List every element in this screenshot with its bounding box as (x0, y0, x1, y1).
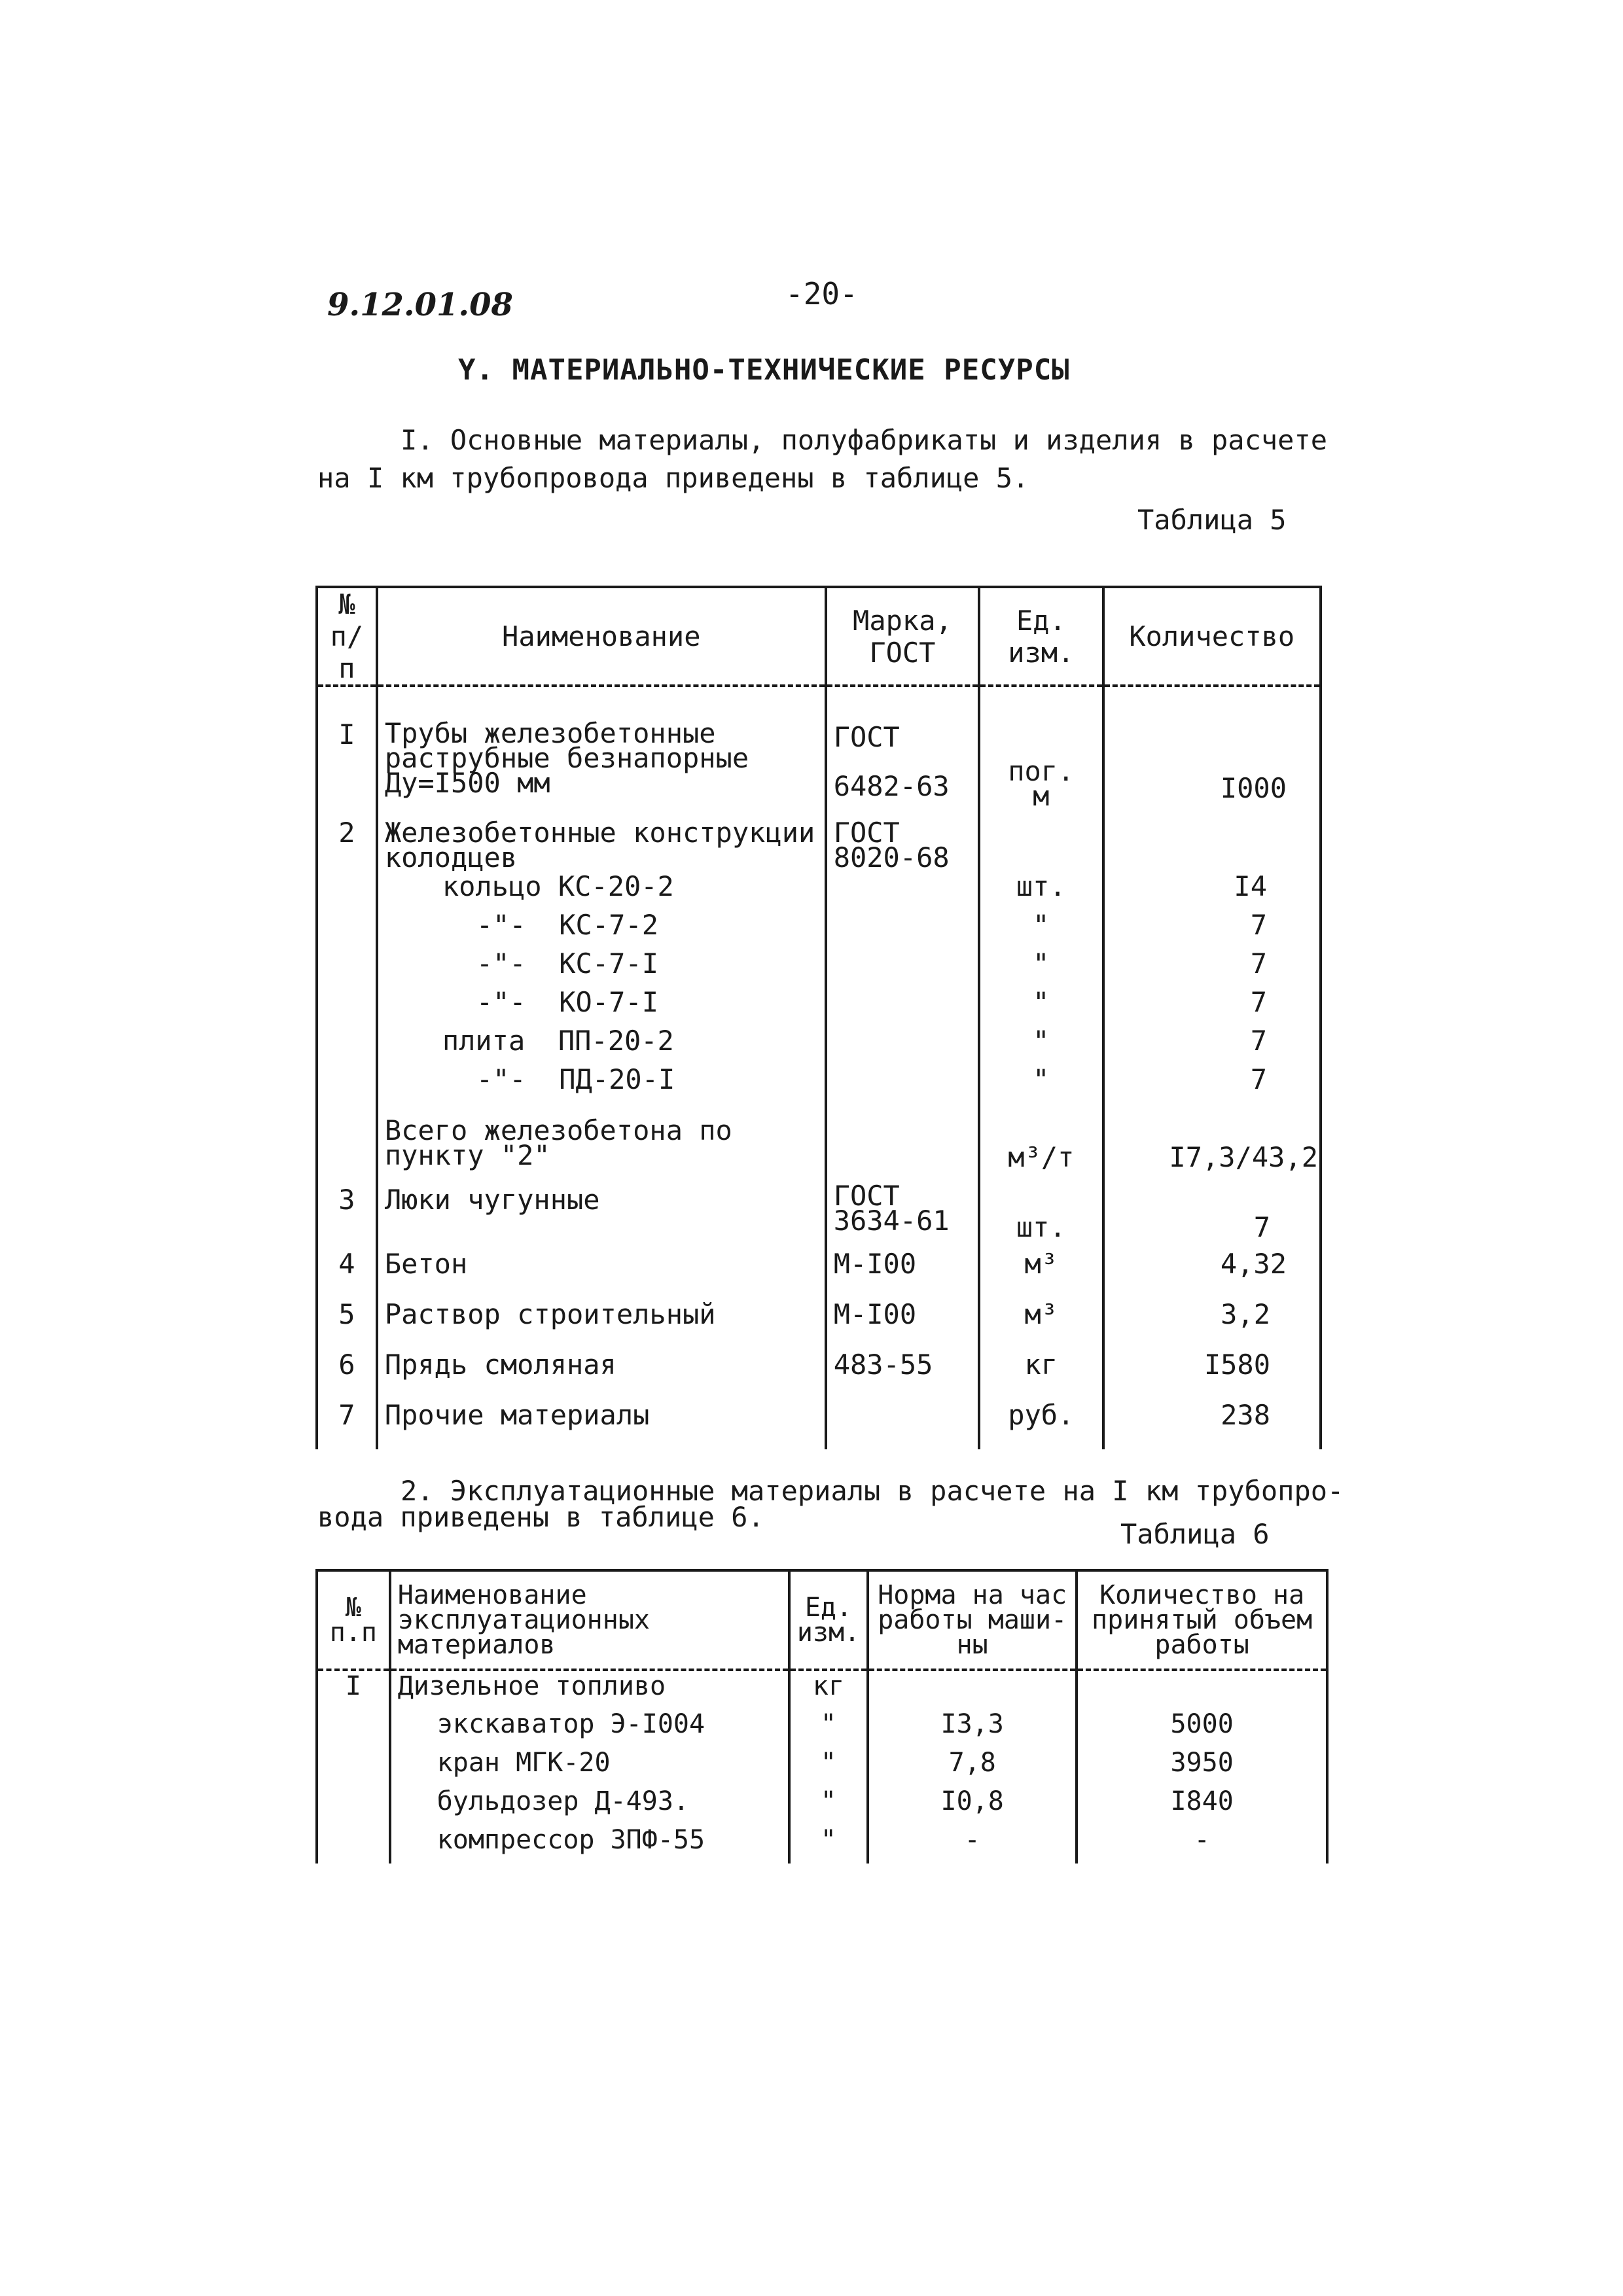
row-brand (826, 1399, 979, 1449)
section-title: Y. МАТЕРИАЛЬНО-ТЕХНИЧЕСКИЕ РЕСУРСЫ (458, 353, 1070, 387)
table-row (317, 1184, 1321, 1248)
row-brand-line: 6482-63 (833, 770, 950, 802)
row-num: 4 (317, 1248, 377, 1298)
table-5 (315, 586, 1322, 1449)
table-row (317, 1670, 1327, 1709)
table-row (317, 1063, 1321, 1102)
row-brand (826, 1102, 979, 1184)
row-num: I (317, 686, 377, 809)
row-num: I (317, 1670, 390, 1709)
paragraph-1-line-1: I. Основные материалы, полуфабрикаты и изделия в расчете (401, 424, 1328, 456)
row-num: 2 (317, 809, 377, 870)
row-qty: 7 (1103, 909, 1321, 947)
header-num: № п/п (317, 587, 377, 686)
header-name-line: Наименование (397, 1580, 587, 1610)
table-row (317, 1248, 1321, 1298)
row-brand: М-I00 (826, 1298, 979, 1349)
row-qty: 3,2 (1103, 1298, 1321, 1349)
row-name-line: Железобетонные конструкции (384, 817, 815, 849)
row-brand-line: 3634-61 (833, 1205, 950, 1237)
row-name: компрессор ЗПФ-55 (390, 1825, 789, 1863)
row-name (377, 686, 826, 809)
row-num (317, 1825, 390, 1863)
row-brand-line: ГОСТ (833, 1180, 900, 1212)
row-qty: I580 (1103, 1349, 1321, 1399)
row-brand (826, 986, 979, 1025)
table-row (317, 1102, 1321, 1184)
header-norm-line: ны (956, 1630, 988, 1660)
row-qty (1103, 809, 1321, 870)
row-unit: " (979, 986, 1103, 1025)
row-num (317, 1709, 390, 1748)
table-row (317, 1349, 1321, 1399)
row-num (317, 947, 377, 986)
row-num (317, 1786, 390, 1825)
row-qty: 7 (1103, 1025, 1321, 1063)
row-qty: 5000 (1077, 1709, 1327, 1748)
row-name (377, 809, 826, 874)
row-unit: руб. (979, 1399, 1103, 1449)
header-unit: Ед. изм. (789, 1570, 868, 1670)
table-row (317, 909, 1321, 947)
row-qty: 7 (1103, 1184, 1321, 1248)
header-unit: Ед. изм. (979, 587, 1103, 686)
row-name: Люки чугунные (377, 1184, 826, 1248)
row-brand: М-I00 (826, 1248, 979, 1298)
row-unit: " (789, 1709, 868, 1748)
table-row (317, 1298, 1321, 1349)
row-unit (979, 686, 1103, 812)
row-num: 3 (317, 1184, 377, 1248)
row-name (377, 1102, 826, 1184)
row-qty: 3950 (1077, 1748, 1327, 1786)
table-row (317, 947, 1321, 986)
header-name-line: материалов (397, 1630, 556, 1660)
row-name: кран МГК-20 (390, 1748, 789, 1786)
header-name (390, 1570, 789, 1670)
document-code: 9.12.01.08 (327, 287, 513, 323)
row-brand-line: ГОСТ (833, 721, 900, 753)
row-name: кольцо КС-20-2 (377, 870, 826, 909)
row-unit: шт. (979, 870, 1103, 909)
row-unit: " (979, 947, 1103, 986)
row-qty: - (1077, 1825, 1327, 1863)
row-name-line: пункту "2" (384, 1139, 550, 1171)
table-row (317, 1399, 1321, 1449)
row-unit: кг (789, 1670, 868, 1709)
row-name-line: Ду=I500 мм (384, 767, 550, 799)
row-num (317, 1025, 377, 1063)
header-name-line: эксплуатационных (397, 1605, 650, 1635)
row-brand (826, 870, 979, 909)
row-brand (826, 809, 979, 874)
header-qty-line: Количество на (1099, 1580, 1305, 1610)
row-qty: 7 (1103, 986, 1321, 1025)
table-6 (315, 1569, 1329, 1863)
row-name: экскаватор Э-I004 (390, 1709, 789, 1748)
row-unit: " (789, 1825, 868, 1863)
row-qty: 7 (1103, 1063, 1321, 1102)
row-qty: 4,32 (1103, 1248, 1321, 1298)
table-6-caption: Таблица 6 (1120, 1518, 1270, 1550)
table-row (317, 1786, 1327, 1825)
row-brand (826, 1063, 979, 1102)
row-qty (1077, 1670, 1327, 1709)
row-brand: 483-55 (826, 1349, 979, 1399)
paragraph-2-line-2: вода приведены в таблице 6. (317, 1501, 764, 1533)
header-name: Наименование (377, 587, 826, 686)
row-name-line: колодцев (384, 841, 518, 874)
row-brand (826, 947, 979, 986)
row-name: Раствор строительный (377, 1298, 826, 1349)
row-name-line: раструбные безнапорные (384, 742, 749, 774)
row-qty: I840 (1077, 1786, 1327, 1825)
row-brand (826, 909, 979, 947)
row-name: -"- КС-7-I (377, 947, 826, 986)
row-num (317, 1748, 390, 1786)
row-qty: I4 (1103, 870, 1321, 909)
row-unit: " (979, 1063, 1103, 1102)
page-number: -20- (785, 276, 858, 311)
row-unit: " (979, 909, 1103, 947)
row-brand-line: 8020-68 (833, 841, 950, 874)
row-brand (826, 1180, 979, 1248)
row-unit: м³ (979, 1248, 1103, 1298)
row-unit-line: пог. (1008, 755, 1075, 787)
header-qty (1077, 1570, 1327, 1670)
row-norm: I0,8 (868, 1786, 1077, 1825)
header-norm (868, 1570, 1077, 1670)
table-row (317, 870, 1321, 909)
row-unit (979, 809, 1103, 870)
row-qty: I7,3/43,2 (1103, 1102, 1321, 1184)
row-name-line: Трубы железобетонные (384, 717, 716, 749)
header-qty: Количество (1103, 587, 1321, 686)
row-name: Дизельное топливо (390, 1670, 789, 1709)
table-row (317, 809, 1321, 870)
header-qty-line: работы (1154, 1630, 1249, 1660)
row-name: Бетон (377, 1248, 826, 1298)
row-name: -"- КО-7-I (377, 986, 826, 1025)
row-num (317, 909, 377, 947)
row-unit: " (789, 1786, 868, 1825)
table-row (317, 1709, 1327, 1748)
row-name: -"- КС-7-2 (377, 909, 826, 947)
paragraph-2-line-1: 2. Эксплуатационные материалы в расчете на I км трубопро- (401, 1475, 1344, 1507)
row-num (317, 1063, 377, 1102)
row-num: 5 (317, 1298, 377, 1349)
row-num (317, 986, 377, 1025)
header-num: № п.п (317, 1570, 390, 1670)
paragraph-1-line-2: на I км трубопровода приведены в таблице 5. (317, 462, 1029, 494)
row-norm: I3,3 (868, 1709, 1077, 1748)
row-num (317, 870, 377, 909)
table-row (317, 1025, 1321, 1063)
table-5-caption: Таблица 5 (1137, 504, 1287, 536)
row-unit: " (979, 1025, 1103, 1063)
row-brand-line: ГОСТ (833, 817, 900, 849)
row-brand (826, 1025, 979, 1063)
row-unit: шт. (979, 1184, 1103, 1248)
table-row (317, 686, 1321, 809)
row-norm: - (868, 1825, 1077, 1863)
row-name: бульдозер Д-493. (390, 1786, 789, 1825)
row-name: Прочие материалы (377, 1399, 826, 1449)
row-qty: I000 (1103, 686, 1321, 809)
row-unit: м³/т (979, 1102, 1103, 1184)
row-num: 6 (317, 1349, 377, 1399)
row-qty: 238 (1103, 1399, 1321, 1449)
table-row (317, 986, 1321, 1025)
row-name: Прядь смоляная (377, 1349, 826, 1399)
row-name: плита ПП-20-2 (377, 1025, 826, 1063)
row-num: 7 (317, 1399, 377, 1449)
row-brand (826, 686, 979, 809)
row-qty: 7 (1103, 947, 1321, 986)
header-brand: Марка, ГОСТ (826, 587, 979, 686)
table-row (317, 1748, 1327, 1786)
row-unit: " (789, 1748, 868, 1786)
row-unit-line: м (1033, 780, 1050, 812)
row-unit: м³ (979, 1298, 1103, 1349)
header-norm-line: Норма на час (878, 1580, 1067, 1610)
row-name-line: Всего железобетона по (384, 1114, 732, 1146)
header-norm-line: работы маши- (878, 1605, 1067, 1635)
table-row (317, 1825, 1327, 1863)
header-qty-line: принятый объем (1092, 1605, 1313, 1635)
row-norm (868, 1670, 1077, 1709)
row-name: -"- ПД-20-I (377, 1063, 826, 1102)
row-norm: 7,8 (868, 1748, 1077, 1786)
row-unit: кг (979, 1349, 1103, 1399)
row-num (317, 1102, 377, 1184)
